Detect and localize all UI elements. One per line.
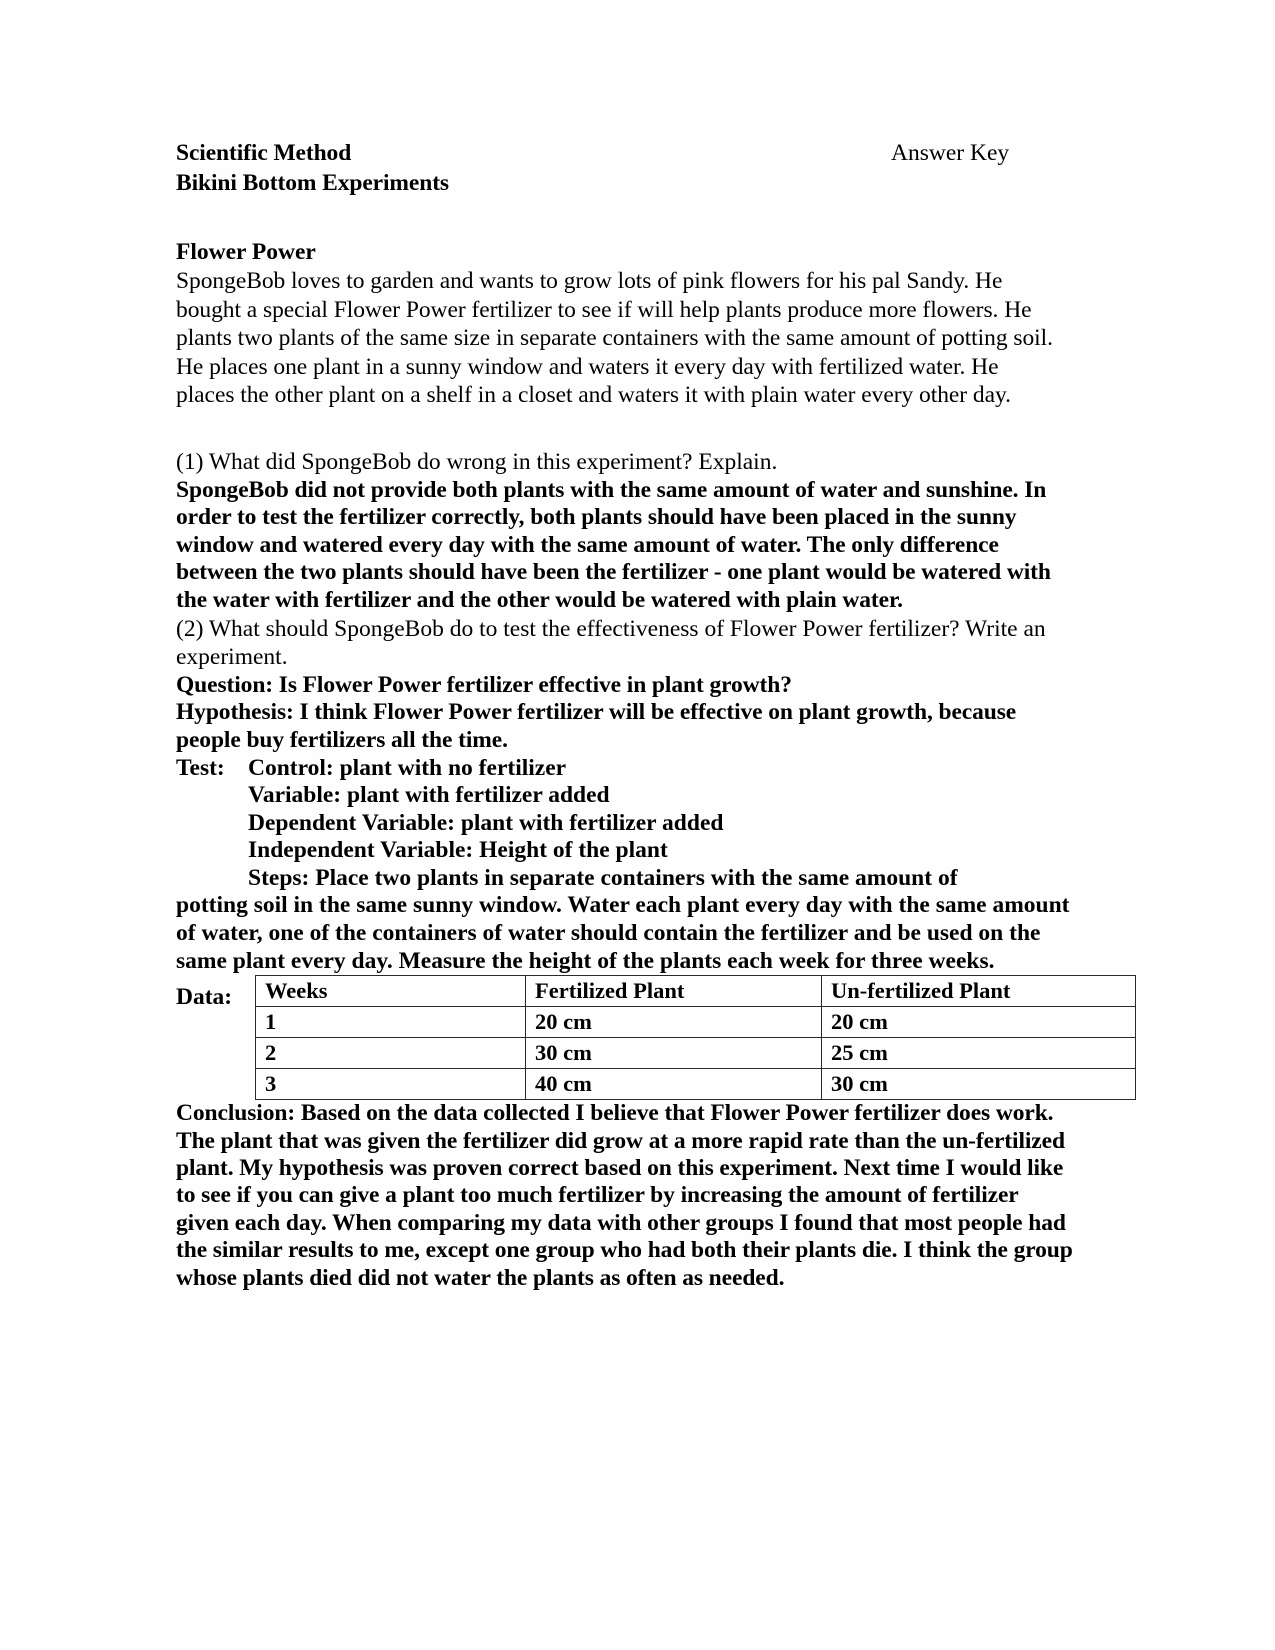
question-1-answer: SpongeBob did not provide both plants with the same amount of water and sunshine. In order to test the fertilizer correctly, both plants should have been placed in the sunny window and watered every day with the same amount of water. The only difference between the two plants should have been the fertilizer - one plant would be watered with the water with fertilizer and the other would be watered with plain water. bbox=[176, 476, 1051, 613]
experiment-hypothesis: Hypothesis: I think Flower Power fertilizer will be effective on plant growth, because people buy fertilizers all the time. bbox=[176, 699, 1017, 753]
cell-fertilized: 20 cm bbox=[526, 1007, 822, 1038]
spacer bbox=[176, 410, 1136, 448]
cell-week: 3 bbox=[256, 1069, 526, 1100]
section-heading-flower-power: Flower Power bbox=[176, 239, 316, 265]
cell-week: 1 bbox=[256, 1007, 526, 1038]
cell-unfertilized: 20 cm bbox=[822, 1007, 1136, 1038]
column-header-unfertilized: Un-fertilized Plant bbox=[822, 976, 1136, 1007]
cell-fertilized: 40 cm bbox=[526, 1069, 822, 1100]
table-row bbox=[256, 1007, 1136, 1038]
table-row bbox=[256, 1069, 1136, 1100]
test-label: Test: bbox=[176, 754, 225, 781]
column-header-fertilized: Fertilized Plant bbox=[526, 976, 822, 1007]
test-item-independent-variable: Independent Variable: Height of the plant bbox=[248, 837, 668, 864]
page-subtitle: Bikini Bottom Experiments bbox=[176, 170, 449, 196]
experiment-question: Question: Is Flower Power fertilizer effective in plant growth? bbox=[176, 671, 792, 698]
table-row bbox=[256, 1038, 1136, 1069]
data-label: Data: bbox=[176, 984, 233, 1011]
data-table bbox=[255, 975, 1136, 1100]
header-title-block bbox=[176, 138, 449, 198]
data-section bbox=[176, 975, 1136, 1100]
table-header-row bbox=[256, 976, 1136, 1007]
test-item-control: Control: plant with no fertilizer bbox=[248, 754, 567, 781]
cell-unfertilized: 30 cm bbox=[822, 1069, 1136, 1100]
document-header bbox=[176, 138, 1136, 200]
cell-week: 2 bbox=[256, 1038, 526, 1069]
test-item-variable: Variable: plant with fertilizer added bbox=[248, 782, 610, 809]
question-1-prompt: (1) What did SpongeBob do wrong in this experiment? Explain. bbox=[176, 448, 778, 475]
scenario-paragraph: SpongeBob loves to garden and wants to grow lots of pink flowers for his pal Sandy. He bought a special Flower Power fertilizer to see if will help plants produce more flowers. He plants two plants of the same size in separate containers with the same amount of potting soil. He places one plant in a sunny window and waters it every day with fertilized water. He places the other plant on a shelf in a closet and waters it with plain water every other day. bbox=[176, 268, 1053, 409]
test-steps-continued: potting soil in the same sunny window. Water each plant every day with the same amount of water, one of the containers of water should contain the fertilizer and be used on the same plant every day. Measure the height of the plants each week for three weeks. bbox=[176, 892, 1070, 974]
spacer bbox=[176, 200, 1136, 238]
document-body bbox=[176, 138, 1136, 1292]
column-header-weeks: Weeks bbox=[256, 976, 526, 1007]
experiment-conclusion: Conclusion: Based on the data collected I believe that Flower Power fertilizer does work. The plant that was given the fertilizer did grow at a more rapid rate than the un-fertilized plant. My hypothesis was proven correct based on this experiment. Next time I would like to see if you can give a plant too much fertilizer by increasing the amount of fertilizer given each day. When comparing my data with other groups I found that most people had the similar results to me, except one group who had both their plants die. I think the group whose plants died did not water the plants as often as needed. bbox=[176, 1100, 1073, 1291]
experiment-test-block bbox=[176, 755, 1136, 976]
question-2-prompt: (2) What should SpongeBob do to test the effectiveness of Flower Power fertilizer? Write an experiment. bbox=[176, 615, 1046, 671]
test-steps-first-line: Steps: Place two plants in separate containers with the same amount of bbox=[248, 864, 958, 891]
page-title: Scientific Method bbox=[176, 140, 352, 166]
cell-fertilized: 30 cm bbox=[526, 1038, 822, 1069]
cell-unfertilized: 25 cm bbox=[822, 1038, 1136, 1069]
test-first-row bbox=[176, 755, 1136, 783]
test-item-dependent-variable: Dependent Variable: plant with fertilizer added bbox=[248, 809, 724, 836]
header-answer-key-label: Answer Key bbox=[891, 140, 1010, 166]
